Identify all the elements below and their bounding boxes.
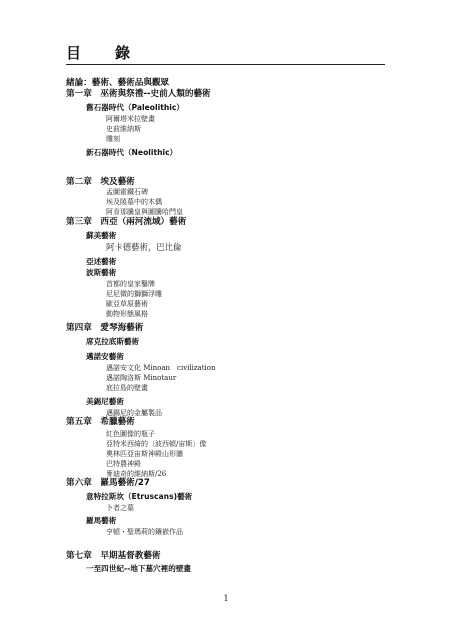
toc-chapter: 第二章 埃及藝術 [66, 177, 135, 187]
toc-section: 席克拉底斯藝術 [86, 337, 140, 346]
toc-chapter: 第四章 愛琴海藝術 [66, 323, 144, 333]
toc-section: 波斯藝術 [86, 268, 117, 277]
toc-entry: 邁諾陶洛斯 Minotaur [106, 374, 177, 382]
toc-section: 意特拉斯坎（Etruscans)藝術 [86, 492, 193, 501]
toc-entry: 邁諾安文化 Minoan civilization [106, 364, 216, 372]
toc-section: 亞述藝術 [86, 257, 117, 266]
toc-section: 新石器時代（Neolithic） [86, 148, 178, 157]
toc-chapter: 第六章 羅馬藝術/27 [66, 478, 150, 488]
toc-section: 舊石器時代（Paleolithic） [86, 103, 184, 112]
toc-section: 一至四世紀--地下墓穴裡的壁畫 [86, 564, 192, 573]
toc-entry: 底拉島的壁畫 [106, 384, 148, 392]
toc-entry: 紅色圖像的瓶子 [106, 430, 155, 438]
title-char-left: 目 [66, 44, 82, 62]
toc-entry: 動物形態風格 [106, 310, 148, 318]
title-char-right: 錄 [114, 44, 130, 62]
page-number: 1 [223, 594, 229, 603]
toc-entry: 雕刻 [106, 135, 120, 143]
toc-entry: 孟圖霍鐵石碑 [106, 188, 148, 196]
toc-entry: 尼尼微的獅獅浮雕 [106, 290, 162, 298]
toc-chapter: 緒論：藝術、藝術品與觀眾 [66, 78, 170, 88]
toc-entry: 史前維納斯 [106, 125, 141, 133]
toc-chapter: 第三章 西亞（兩河流域）藝術 [66, 217, 187, 227]
toc-entry: 亨頓・聖瑪莉的鑲嵌作品 [106, 528, 183, 536]
toc-entry: 阿肯那騰皇與圖騰哈門皇 [106, 208, 183, 216]
toc-section: 羅馬藝術 [86, 516, 117, 525]
toc-entry: 卜者之墓 [106, 504, 134, 512]
toc-entry: 亞特米西綺的〔波西頓/宙斯〕像 [106, 440, 207, 448]
toc-section: 邁諾安藝術 [86, 352, 124, 361]
toc-entry: 奧林匹亞宙斯神殿山形牆 [106, 450, 183, 458]
toc-entry: 歐亞草原藝術 [106, 300, 148, 308]
toc-section: 美錫尼藝術 [86, 397, 124, 406]
toc-entry: 麥迪奇的維納斯/26 [106, 470, 167, 478]
toc-chapter: 第五章 希臘藝術 [66, 417, 135, 427]
toc-entry: 阿卡德藝術，巴比倫 [106, 242, 182, 252]
toc-entry: 邁錫尼的金屬製品 [106, 409, 162, 417]
toc-entry: 阿爾塔米拉壁畫 [106, 115, 155, 123]
toc-entry: 埃及陵墓中的木偶 [106, 198, 162, 206]
toc-section: 蘇美藝術 [86, 231, 117, 240]
toc-chapter: 第七章 早期基督教藝術 [66, 551, 161, 561]
toc-entry: 首都的皇家鑿牌 [106, 280, 155, 288]
toc-chapter: 第一章 巫術與祭禮--史前人類的藝術 [66, 89, 211, 99]
toc-entry: 巴特農神殿 [106, 460, 141, 468]
